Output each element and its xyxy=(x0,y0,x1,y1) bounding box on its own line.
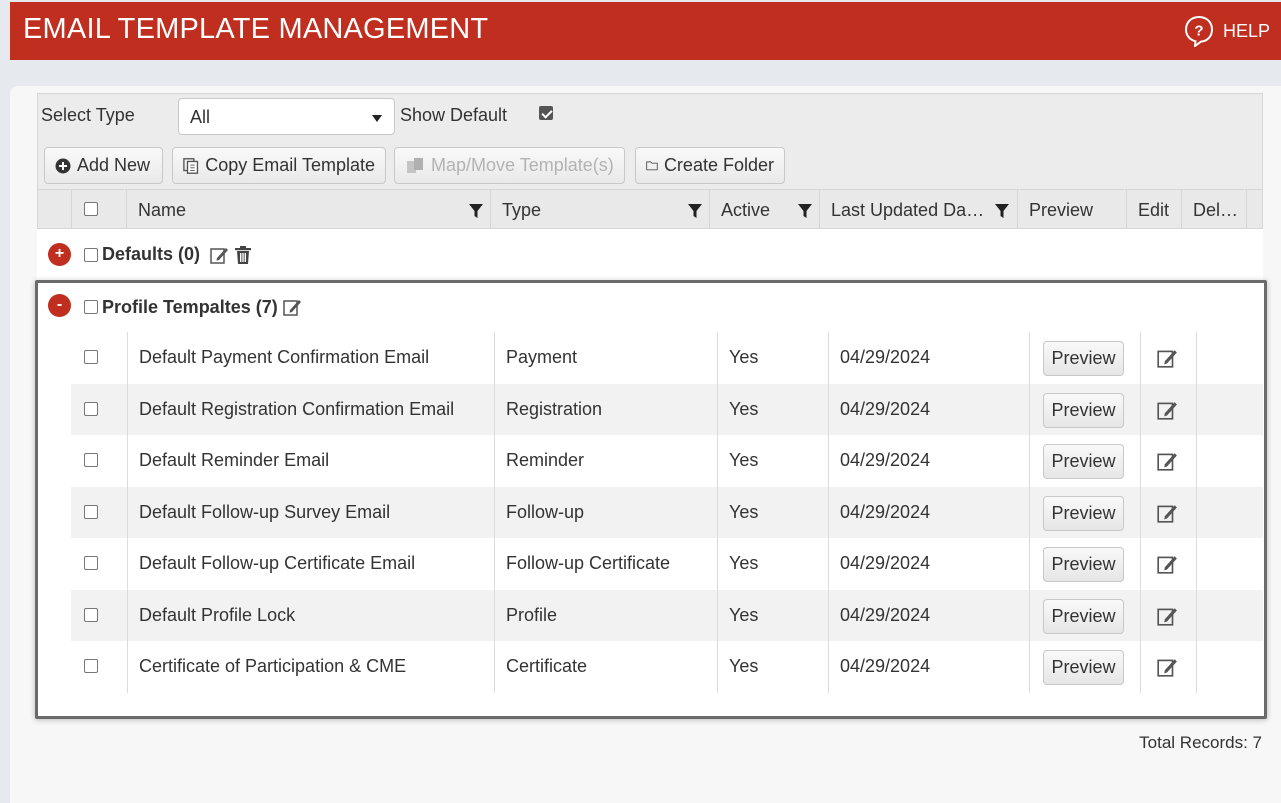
filter-icon[interactable] xyxy=(994,203,1010,219)
column-header-preview xyxy=(1017,190,1126,228)
table-row xyxy=(71,435,1263,487)
row-checkbox[interactable] xyxy=(84,402,98,416)
group-defaults-checkbox[interactable] xyxy=(84,248,98,262)
preview-button[interactable]: Preview xyxy=(1043,496,1124,531)
row-select-cell xyxy=(71,641,127,693)
table-row xyxy=(71,590,1263,642)
map-move-label: Map/Move Template(s) xyxy=(431,155,614,175)
select-all-checkbox[interactable] xyxy=(84,202,98,216)
row-name: Default Reminder Email xyxy=(127,435,494,487)
svg-text:?: ? xyxy=(1194,22,1204,40)
row-type: Follow-up Certificate xyxy=(494,538,717,590)
row-last-updated: 04/29/2024 xyxy=(828,487,1029,539)
preview-button[interactable]: Preview xyxy=(1043,444,1124,479)
row-type: Profile xyxy=(494,590,717,642)
row-name: Certificate of Participation & CME xyxy=(127,641,494,693)
table-row xyxy=(71,487,1263,539)
table-row xyxy=(71,641,1263,693)
preview-button[interactable]: Preview xyxy=(1043,599,1124,634)
column-header-last-updated[interactable] xyxy=(819,190,1017,228)
row-active: Yes xyxy=(717,435,828,487)
edit-icon[interactable] xyxy=(1156,656,1178,678)
row-delete-cell xyxy=(1196,487,1263,539)
row-checkbox[interactable] xyxy=(84,556,98,570)
row-select-cell xyxy=(71,487,127,539)
edit-icon[interactable] xyxy=(1156,553,1178,575)
page-header xyxy=(10,2,1281,60)
column-header-edit xyxy=(1126,190,1181,228)
profile-templates-table xyxy=(71,332,1263,693)
column-active-label: Active xyxy=(721,200,771,220)
row-active: Yes xyxy=(717,590,828,642)
row-delete-cell xyxy=(1196,641,1263,693)
create-folder-label: Create Folder xyxy=(663,155,774,175)
row-type: Reminder xyxy=(494,435,717,487)
row-name: Default Follow-up Certificate Email xyxy=(127,538,494,590)
add-new-label: Add New xyxy=(77,155,151,175)
row-type: Registration xyxy=(494,384,717,436)
edit-icon[interactable] xyxy=(1156,347,1178,369)
group-profile-templates-checkbox[interactable] xyxy=(84,300,98,314)
table-row xyxy=(71,384,1263,436)
help-icon xyxy=(1183,15,1215,47)
row-last-updated: 04/29/2024 xyxy=(828,332,1029,384)
row-checkbox[interactable] xyxy=(84,350,98,364)
filter-icon[interactable] xyxy=(797,203,813,219)
preview-button[interactable]: Preview xyxy=(1043,650,1124,685)
preview-button[interactable]: Preview xyxy=(1043,341,1124,376)
expand-group-button[interactable]: + xyxy=(48,243,71,266)
edit-icon[interactable] xyxy=(1156,605,1178,627)
row-select-cell xyxy=(71,435,127,487)
show-default-label: Show Default xyxy=(400,105,508,125)
row-last-updated: 04/29/2024 xyxy=(828,590,1029,642)
select-type-label: Select Type xyxy=(41,105,135,125)
row-active: Yes xyxy=(717,384,828,436)
row-type: Follow-up xyxy=(494,487,717,539)
row-active: Yes xyxy=(717,641,828,693)
edit-icon[interactable] xyxy=(282,297,302,317)
row-delete-cell xyxy=(1196,332,1263,384)
row-select-cell xyxy=(71,538,127,590)
help-label: HELP xyxy=(1222,20,1270,41)
row-checkbox[interactable] xyxy=(84,608,98,622)
table-row xyxy=(71,538,1263,590)
row-delete-cell xyxy=(1196,538,1263,590)
row-select-cell xyxy=(71,384,127,436)
row-select-cell xyxy=(71,590,127,642)
folder-icon xyxy=(646,158,658,173)
chevron-down-icon xyxy=(372,115,382,122)
page-title: EMAIL TEMPLATE MANAGEMENT xyxy=(23,13,489,45)
map-move-button[interactable] xyxy=(394,147,625,184)
column-type-label: Type xyxy=(502,200,542,220)
total-records: Total Records: 7 xyxy=(1139,733,1262,752)
row-checkbox[interactable] xyxy=(84,659,98,673)
row-delete-cell xyxy=(1196,384,1263,436)
row-last-updated: 04/29/2024 xyxy=(828,435,1029,487)
trash-icon[interactable] xyxy=(233,245,253,265)
column-preview-label: Preview xyxy=(1029,200,1094,220)
row-active: Yes xyxy=(717,538,828,590)
help-button[interactable] xyxy=(1183,15,1270,47)
column-header-delete xyxy=(1181,190,1247,228)
create-folder-button[interactable] xyxy=(635,147,785,184)
edit-icon[interactable] xyxy=(1156,502,1178,524)
collapse-group-button[interactable]: - xyxy=(48,294,71,317)
row-delete-cell xyxy=(1196,590,1263,642)
add-new-button[interactable] xyxy=(44,147,163,184)
copy-icon xyxy=(183,157,199,175)
edit-icon[interactable] xyxy=(1156,450,1178,472)
table-header xyxy=(37,189,1263,229)
row-last-updated: 04/29/2024 xyxy=(828,641,1029,693)
select-type-dropdown[interactable] xyxy=(178,98,395,135)
row-name: Default Registration Confirmation Email xyxy=(127,384,494,436)
group-profile-templates-title: Profile Tempaltes (7) xyxy=(102,297,278,317)
row-last-updated: 04/29/2024 xyxy=(828,384,1029,436)
row-last-updated: 04/29/2024 xyxy=(828,538,1029,590)
row-active: Yes xyxy=(717,332,828,384)
edit-icon[interactable] xyxy=(1156,399,1178,421)
copy-template-button[interactable] xyxy=(172,147,386,184)
select-type-value: All xyxy=(190,107,211,127)
edit-icon[interactable] xyxy=(209,245,229,265)
row-type: Payment xyxy=(494,332,717,384)
group-profile-templates xyxy=(38,283,1262,332)
filter-icon[interactable] xyxy=(687,203,703,219)
column-last-updated-label: Last Updated Da… xyxy=(831,200,985,220)
row-active: Yes xyxy=(717,487,828,539)
preview-button[interactable]: Preview xyxy=(1043,393,1124,428)
row-select-cell xyxy=(71,332,127,384)
map-move-icon xyxy=(405,157,425,175)
column-header-type[interactable] xyxy=(490,190,709,228)
row-name: Default Profile Lock xyxy=(127,590,494,642)
column-header-name[interactable] xyxy=(126,190,490,228)
row-name: Default Payment Confirmation Email xyxy=(127,332,494,384)
column-delete-label: Del… xyxy=(1193,200,1239,220)
preview-button[interactable]: Preview xyxy=(1043,547,1124,582)
filter-icon[interactable] xyxy=(468,203,484,219)
group-defaults-title: Defaults (0) xyxy=(102,244,201,264)
show-default-checkbox[interactable] xyxy=(539,106,553,120)
table-row xyxy=(71,332,1263,384)
row-checkbox[interactable] xyxy=(84,453,98,467)
column-edit-label: Edit xyxy=(1138,200,1170,220)
plus-circle-icon xyxy=(55,158,71,174)
copy-template-label: Copy Email Template xyxy=(205,155,375,175)
header-select-all-cell xyxy=(71,190,126,228)
row-checkbox[interactable] xyxy=(84,505,98,519)
group-defaults xyxy=(37,229,1263,281)
row-type: Certificate xyxy=(494,641,717,693)
row-name: Default Follow-up Survey Email xyxy=(127,487,494,539)
row-delete-cell xyxy=(1196,435,1263,487)
column-name-label: Name xyxy=(138,200,187,220)
